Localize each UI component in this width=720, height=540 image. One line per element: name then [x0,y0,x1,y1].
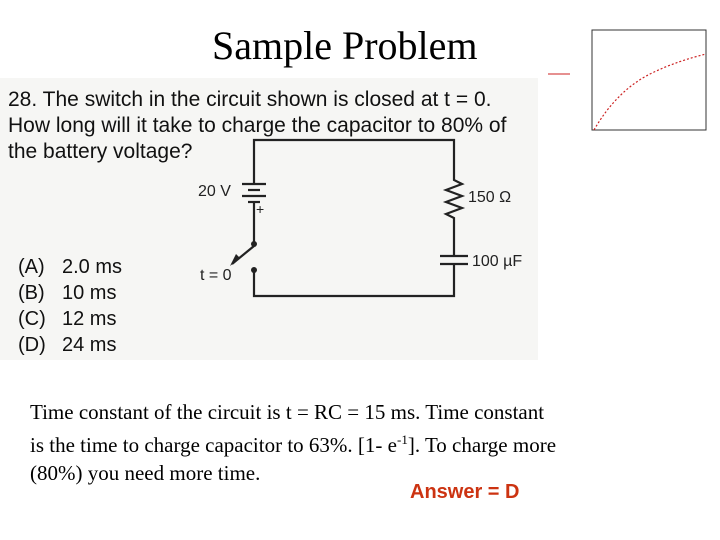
problem-text-1: The switch in the circuit shown is closed at t = 0. [42,88,492,111]
problem-scan [0,78,538,360]
option-value: 24 ms [62,334,117,356]
capacitor-label: 100 µF [472,253,523,270]
answer-text: Answer = D [410,481,520,503]
switch-label: t = 0 [200,267,232,284]
top-wire [254,140,454,184]
option-a [18,256,122,279]
option-letter: (A) [18,256,45,278]
explanation-line-1: Time constant of the circuit is t = RC = 15 ms. Time constant [30,400,545,424]
option-c [18,308,116,331]
resistor-label: 150 Ω [468,189,512,206]
option-d [18,334,116,357]
option-value: 2.0 ms [62,256,123,278]
page-title: Sample Problem [212,23,478,68]
bottom-wire [254,276,454,296]
problem-number: 28. [8,88,38,111]
option-b [18,282,116,305]
option-letter: (B) [18,282,45,304]
graph-frame [592,30,706,130]
explanation-exponent: -1 [396,432,408,447]
explanation-line-2 [30,426,690,459]
battery-plus-label: + [256,201,265,217]
switch-contact-bottom [251,267,257,273]
option-letter: (C) [18,308,46,330]
option-value: 10 ms [62,282,117,304]
problem-line-3: the battery voltage? [8,140,193,163]
charging-curve-graph [540,22,712,148]
graph-curve [594,54,706,130]
option-value: 12 ms [62,308,117,330]
option-letter: (D) [18,334,46,356]
explanation-line-2-post: ]. To charge more [407,433,557,457]
explanation-line-2-pre: is the time to charge capacitor to 63%. [1- e [30,433,397,457]
battery-label: 20 V [198,183,231,200]
problem-line-2: How long will it take to charge the capacitor to 80% of [8,114,507,137]
resistor-zigzag [446,174,462,256]
explanation-text [30,398,690,487]
explanation-line-3: (80%) you need more time. [30,461,261,485]
switch-contact-top [251,241,257,247]
